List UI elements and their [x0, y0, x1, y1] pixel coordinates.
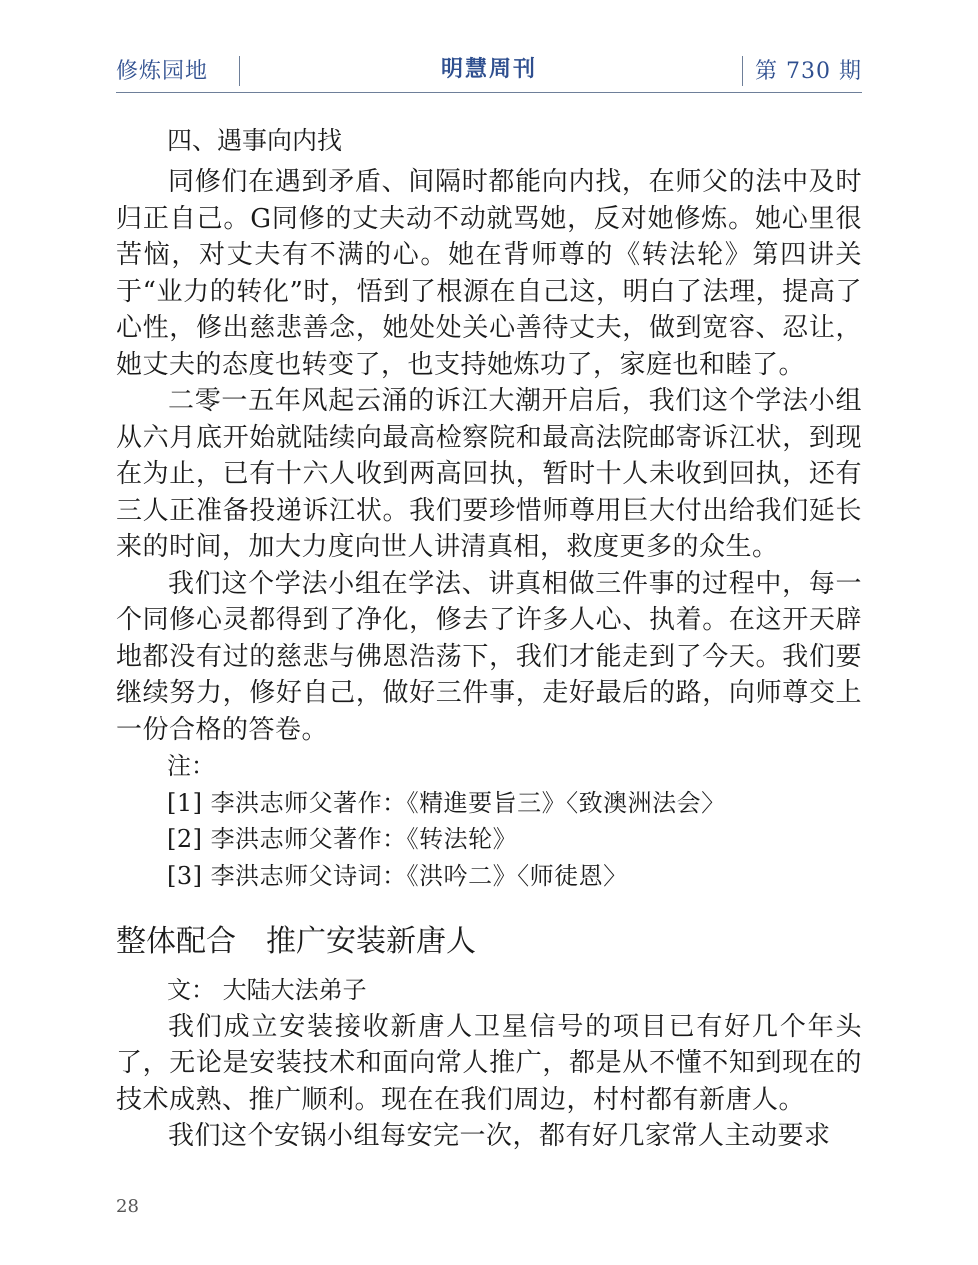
publication-title: 明慧周刊 [440, 57, 537, 82]
paragraph: 我们这个学法小组在学法、讲真相做三件事的过程中，每一个同修心灵都得到了净化，修去了许多人心、执着。在这开天辟地都没有过的慈悲与佛恩浩荡下，我们才能走到了今天。我们要继续努力，修好自己，做好三件事，走好最后的路，向师尊交上一份合格的答卷。 [116, 568, 862, 745]
note-item: [2] 李洪志师父著作：《转法轮》 [167, 825, 518, 853]
page-number: 28 [116, 1196, 139, 1217]
notes-label: 注： [167, 752, 215, 780]
paragraph: 我们成立安装接收新唐人卫星信号的项目已有好几个年头了，无论是安装技术和面向常人推广，都是从不懂不知到现在的技术成熟、推广顺利。现在在我们周边，村村都有新唐人。 [116, 1011, 862, 1115]
paragraph: 二零一五年风起云涌的诉江大潮开启后，我们这个学法小组从六月底开始就陆续向最高检察院和最高法院邮寄诉江状，到现在为止，已有十六人收到两高回执，暂时十人未收到回执，还有三人正准备投递诉江状。我们要珍惜师尊用巨大付出给我们延长来的时间，加大力度向世人讲清真相，救度更多的众生。 [116, 386, 862, 562]
paragraph: 我们这个安锅小组每安完一次，都有好几家常人主动要求 [168, 1121, 831, 1151]
article-byline: 文： 大陆大法弟子 [167, 976, 367, 1004]
page-header [116, 48, 862, 93]
section-heading: 四、遇事向内找 [167, 126, 343, 155]
page-content [116, 118, 862, 1155]
issue-number: 第 730 期 [755, 59, 862, 84]
article-title: 整体配合 推广安装新唐人 [116, 924, 476, 959]
note-item: [1] 李洪志师父著作：《精進要旨三》〈致澳洲法会〉 [167, 788, 726, 817]
note-item: [3] 李洪志师父诗词：《洪吟二》〈师徒恩〉 [167, 861, 628, 890]
header-divider-right [742, 56, 743, 86]
paragraph: 同修们在遇到矛盾、间隔时都能向内找，在师父的法中及时归正自己。G同修的丈夫动不动就骂她，反对她修炼。她心里很苦恼，对丈夫有不满的心。她在背师尊的《转法轮》第四讲关于“业力的转化”时，悟到了根源在自己这，明白了法理，提高了心性，修出慈悲善念，她处处关心善待丈夫，做到宽容、忍让，她丈夫的态度也转变了，也支持她炼功了，家庭也和睦了。 [116, 167, 862, 380]
section-name: 修炼园地 [116, 59, 209, 84]
